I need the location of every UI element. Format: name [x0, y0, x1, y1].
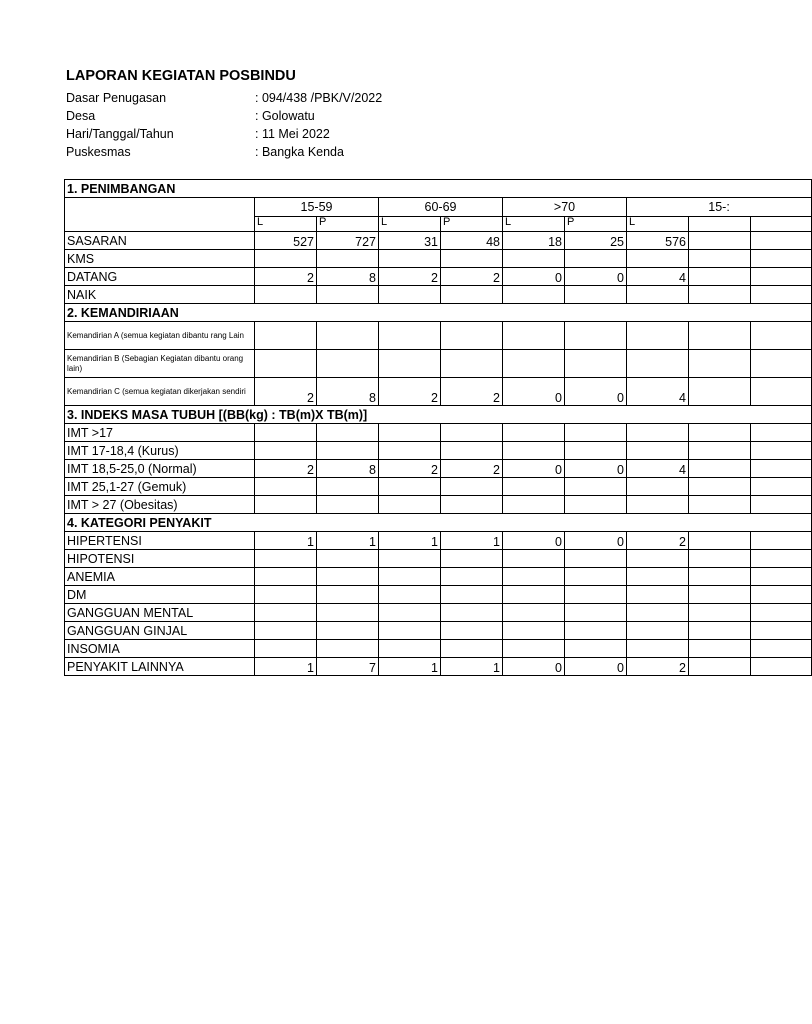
value-cell	[255, 550, 317, 568]
value-cell	[627, 568, 689, 586]
blank-cell	[751, 586, 812, 604]
value-cell	[255, 350, 317, 378]
blank-cell	[689, 550, 751, 568]
blank-cell	[689, 478, 751, 496]
section-title: 2. KEMANDIRIAAN	[65, 304, 255, 322]
value-cell	[627, 550, 689, 568]
value-cell	[565, 350, 627, 378]
blank-cell	[689, 604, 751, 622]
value-cell	[317, 442, 379, 460]
blank-cell	[751, 217, 812, 232]
blank-cell	[689, 532, 751, 550]
report-info	[66, 89, 466, 161]
value-cell: 1	[317, 532, 379, 550]
info-label: Puskesmas	[66, 145, 131, 159]
value-cell: 1	[255, 658, 317, 676]
age-group-header: 60-69	[379, 198, 503, 217]
value-cell	[441, 550, 503, 568]
blank-cell	[751, 496, 812, 514]
table-row	[65, 532, 812, 550]
value-cell: 2	[627, 532, 689, 550]
value-cell	[379, 550, 441, 568]
value-cell	[255, 640, 317, 658]
value-cell: 25	[565, 232, 627, 250]
blank-cell	[689, 442, 751, 460]
section-header-row	[65, 304, 812, 322]
value-cell	[627, 586, 689, 604]
value-cell	[441, 250, 503, 268]
row-label: INSOMIA	[65, 640, 255, 658]
table-row	[65, 640, 812, 658]
blank-cell	[255, 304, 812, 322]
value-cell: 0	[565, 268, 627, 286]
value-cell	[317, 286, 379, 304]
blank-cell	[689, 496, 751, 514]
value-cell	[441, 640, 503, 658]
table-row	[65, 250, 812, 268]
blank-cell	[751, 442, 812, 460]
value-cell	[503, 622, 565, 640]
info-label: Hari/Tanggal/Tahun	[66, 127, 174, 141]
value-cell	[503, 496, 565, 514]
info-label: Dasar Penugasan	[66, 91, 167, 105]
value-cell	[317, 604, 379, 622]
value-cell	[565, 250, 627, 268]
value-cell	[565, 322, 627, 350]
value-cell: 1	[441, 532, 503, 550]
value-cell	[255, 496, 317, 514]
age-group-header: 15-59	[255, 198, 379, 217]
value-cell: 0	[503, 378, 565, 406]
blank-cell	[751, 622, 812, 640]
value-cell	[317, 622, 379, 640]
row-label: SASARAN	[65, 232, 255, 250]
value-cell: 2	[255, 460, 317, 478]
value-cell	[565, 496, 627, 514]
value-cell	[255, 286, 317, 304]
blank-cell	[751, 250, 812, 268]
value-cell: 1	[255, 532, 317, 550]
sex-header: P	[317, 217, 379, 232]
row-label: ANEMIA	[65, 568, 255, 586]
table-row	[65, 586, 812, 604]
value-cell: 0	[565, 378, 627, 406]
value-cell	[255, 586, 317, 604]
info-value: : Golowatu	[255, 109, 315, 123]
value-cell	[441, 322, 503, 350]
value-cell	[503, 322, 565, 350]
value-cell: 2	[627, 658, 689, 676]
value-cell	[379, 286, 441, 304]
value-cell	[441, 586, 503, 604]
value-cell: 31	[379, 232, 441, 250]
blank-cell	[65, 198, 255, 232]
age-group-row	[65, 198, 812, 217]
table-row	[65, 622, 812, 640]
table-row	[65, 378, 812, 406]
blank-cell	[751, 350, 812, 378]
value-cell	[441, 442, 503, 460]
section-header-row	[65, 406, 812, 424]
value-cell	[255, 622, 317, 640]
value-cell: 7	[317, 658, 379, 676]
value-cell: 1	[441, 658, 503, 676]
value-cell	[565, 622, 627, 640]
table-row	[65, 286, 812, 304]
value-cell	[379, 442, 441, 460]
value-cell	[255, 478, 317, 496]
value-cell	[317, 568, 379, 586]
section-title: 3. INDEKS MASA TUBUH [(BB(kg) : TB(m)X TB(m)]	[65, 406, 503, 424]
value-cell	[565, 586, 627, 604]
age-group-header: >70	[503, 198, 627, 217]
table-row	[65, 568, 812, 586]
value-cell: 48	[441, 232, 503, 250]
value-cell	[565, 604, 627, 622]
value-cell: 2	[255, 268, 317, 286]
sex-header: L	[503, 217, 565, 232]
info-row-tanggal	[66, 125, 466, 143]
value-cell	[441, 496, 503, 514]
value-cell: 4	[627, 460, 689, 478]
row-label: KMS	[65, 250, 255, 268]
value-cell	[503, 250, 565, 268]
value-cell	[627, 286, 689, 304]
table-row	[65, 442, 812, 460]
age-group-header: 15-:	[627, 198, 812, 217]
value-cell: 2	[379, 268, 441, 286]
table-row	[65, 322, 812, 350]
value-cell	[379, 496, 441, 514]
section-header-row	[65, 180, 812, 198]
value-cell: 2	[441, 268, 503, 286]
value-cell	[503, 442, 565, 460]
value-cell	[441, 622, 503, 640]
value-cell: 0	[565, 658, 627, 676]
row-label: Kemandirian C (semua kegiatan dikerjakan sendiri	[65, 378, 255, 406]
value-cell: 2	[441, 378, 503, 406]
value-cell	[255, 424, 317, 442]
value-cell: 4	[627, 268, 689, 286]
blank-cell	[751, 460, 812, 478]
value-cell	[379, 640, 441, 658]
value-cell	[441, 424, 503, 442]
blank-cell	[689, 460, 751, 478]
sex-header: L	[379, 217, 441, 232]
value-cell	[627, 250, 689, 268]
row-label: IMT > 27 (Obesitas)	[65, 496, 255, 514]
table-row	[65, 604, 812, 622]
blank-cell	[689, 350, 751, 378]
value-cell: 0	[503, 532, 565, 550]
section-title: 4. KATEGORI PENYAKIT	[65, 514, 255, 532]
value-cell	[565, 478, 627, 496]
value-cell	[379, 424, 441, 442]
value-cell	[441, 286, 503, 304]
blank-cell	[751, 478, 812, 496]
value-cell	[255, 322, 317, 350]
value-cell	[317, 496, 379, 514]
table-row	[65, 658, 812, 676]
value-cell: 1	[379, 658, 441, 676]
value-cell	[317, 550, 379, 568]
value-cell: 18	[503, 232, 565, 250]
value-cell	[379, 622, 441, 640]
value-cell: 727	[317, 232, 379, 250]
value-cell	[441, 350, 503, 378]
info-value: : 11 Mei 2022	[255, 127, 330, 141]
blank-cell	[255, 514, 812, 532]
value-cell	[379, 586, 441, 604]
value-cell	[255, 442, 317, 460]
blank-cell	[751, 322, 812, 350]
row-label: DATANG	[65, 268, 255, 286]
value-cell	[255, 604, 317, 622]
value-cell	[379, 568, 441, 586]
blank-cell	[751, 640, 812, 658]
value-cell	[627, 478, 689, 496]
value-cell: 0	[503, 268, 565, 286]
value-cell	[627, 604, 689, 622]
value-cell	[379, 478, 441, 496]
value-cell	[627, 424, 689, 442]
blank-cell	[751, 268, 812, 286]
value-cell	[317, 322, 379, 350]
value-cell: 576	[627, 232, 689, 250]
blank-cell	[689, 250, 751, 268]
sex-header: L	[627, 217, 689, 232]
value-cell: 2	[379, 460, 441, 478]
value-cell	[503, 286, 565, 304]
blank-cell	[689, 286, 751, 304]
section-header-row	[65, 514, 812, 532]
info-row-dasar	[66, 89, 466, 107]
table-row	[65, 550, 812, 568]
value-cell: 0	[565, 532, 627, 550]
value-cell	[379, 604, 441, 622]
blank-cell	[751, 424, 812, 442]
value-cell: 0	[503, 460, 565, 478]
row-label: IMT 25,1-27 (Gemuk)	[65, 478, 255, 496]
info-value: : Bangka Kenda	[255, 145, 344, 159]
value-cell	[317, 250, 379, 268]
value-cell: 4	[627, 378, 689, 406]
info-value: : 094/438 /PBK/V/2022	[255, 91, 383, 105]
row-label: GANGGUAN MENTAL	[65, 604, 255, 622]
row-label: Kemandirian B (Sebagian Kegiatan dibantu orang lain)	[65, 350, 255, 378]
row-label: NAIK	[65, 286, 255, 304]
value-cell: 2	[255, 378, 317, 406]
value-cell	[565, 442, 627, 460]
value-cell	[627, 350, 689, 378]
value-cell	[255, 568, 317, 586]
blank-cell	[751, 532, 812, 550]
value-cell	[317, 424, 379, 442]
value-cell	[503, 350, 565, 378]
blank-cell	[689, 622, 751, 640]
table-row	[65, 460, 812, 478]
blank-cell	[751, 604, 812, 622]
row-label: DM	[65, 586, 255, 604]
report-title: LAPORAN KEGIATAN POSBINDU	[66, 68, 296, 84]
value-cell	[627, 622, 689, 640]
blank-cell	[689, 217, 751, 232]
value-cell	[503, 586, 565, 604]
value-cell: 8	[317, 378, 379, 406]
info-row-desa	[66, 107, 466, 125]
value-cell	[379, 322, 441, 350]
value-cell	[255, 250, 317, 268]
value-cell	[379, 250, 441, 268]
blank-cell	[751, 568, 812, 586]
blank-cell	[689, 232, 751, 250]
row-label: HIPERTENSI	[65, 532, 255, 550]
value-cell	[441, 568, 503, 586]
section-title: 1. PENIMBANGAN	[65, 180, 812, 198]
blank-cell	[689, 568, 751, 586]
sex-header: P	[565, 217, 627, 232]
value-cell	[317, 478, 379, 496]
value-cell: 2	[379, 378, 441, 406]
value-cell	[379, 350, 441, 378]
row-label: HIPOTENSI	[65, 550, 255, 568]
blank-cell	[751, 658, 812, 676]
value-cell	[503, 604, 565, 622]
value-cell	[565, 640, 627, 658]
value-cell	[565, 550, 627, 568]
blank-cell	[689, 424, 751, 442]
blank-cell	[689, 658, 751, 676]
blank-cell	[689, 378, 751, 406]
value-cell	[503, 550, 565, 568]
value-cell: 2	[441, 460, 503, 478]
value-cell: 527	[255, 232, 317, 250]
blank-cell	[689, 640, 751, 658]
row-label: IMT 17-18,4 (Kurus)	[65, 442, 255, 460]
blank-cell	[689, 586, 751, 604]
row-label: Kemandirian A (semua kegiatan dibantu rang Lain	[65, 322, 255, 350]
value-cell: 8	[317, 268, 379, 286]
blank-cell	[503, 406, 812, 424]
row-label: GANGGUAN GINJAL	[65, 622, 255, 640]
blank-cell	[751, 232, 812, 250]
blank-cell	[751, 378, 812, 406]
value-cell	[503, 478, 565, 496]
value-cell	[565, 424, 627, 442]
report-table-viewport	[64, 179, 730, 685]
value-cell	[503, 424, 565, 442]
value-cell: 1	[379, 532, 441, 550]
sex-header: P	[441, 217, 503, 232]
value-cell: 0	[503, 658, 565, 676]
table-row	[65, 268, 812, 286]
value-cell: 8	[317, 460, 379, 478]
value-cell	[627, 496, 689, 514]
value-cell	[441, 478, 503, 496]
row-label: IMT 18,5-25,0 (Normal)	[65, 460, 255, 478]
value-cell	[627, 640, 689, 658]
table-row	[65, 424, 812, 442]
value-cell	[317, 350, 379, 378]
row-label: IMT >17	[65, 424, 255, 442]
info-label: Desa	[66, 109, 96, 123]
blank-cell	[751, 550, 812, 568]
value-cell	[565, 568, 627, 586]
info-row-puskesmas	[66, 143, 466, 161]
table-row	[65, 496, 812, 514]
table-row	[65, 350, 812, 378]
blank-cell	[689, 268, 751, 286]
blank-cell	[689, 322, 751, 350]
value-cell	[317, 640, 379, 658]
value-cell	[317, 586, 379, 604]
value-cell	[503, 568, 565, 586]
report-table	[64, 179, 812, 676]
value-cell	[565, 286, 627, 304]
value-cell	[503, 640, 565, 658]
blank-cell	[751, 286, 812, 304]
value-cell: 0	[565, 460, 627, 478]
row-label: PENYAKIT LAINNYA	[65, 658, 255, 676]
value-cell	[627, 322, 689, 350]
sex-header: L	[255, 217, 317, 232]
value-cell	[627, 442, 689, 460]
table-row	[65, 232, 812, 250]
value-cell	[441, 604, 503, 622]
table-row	[65, 478, 812, 496]
